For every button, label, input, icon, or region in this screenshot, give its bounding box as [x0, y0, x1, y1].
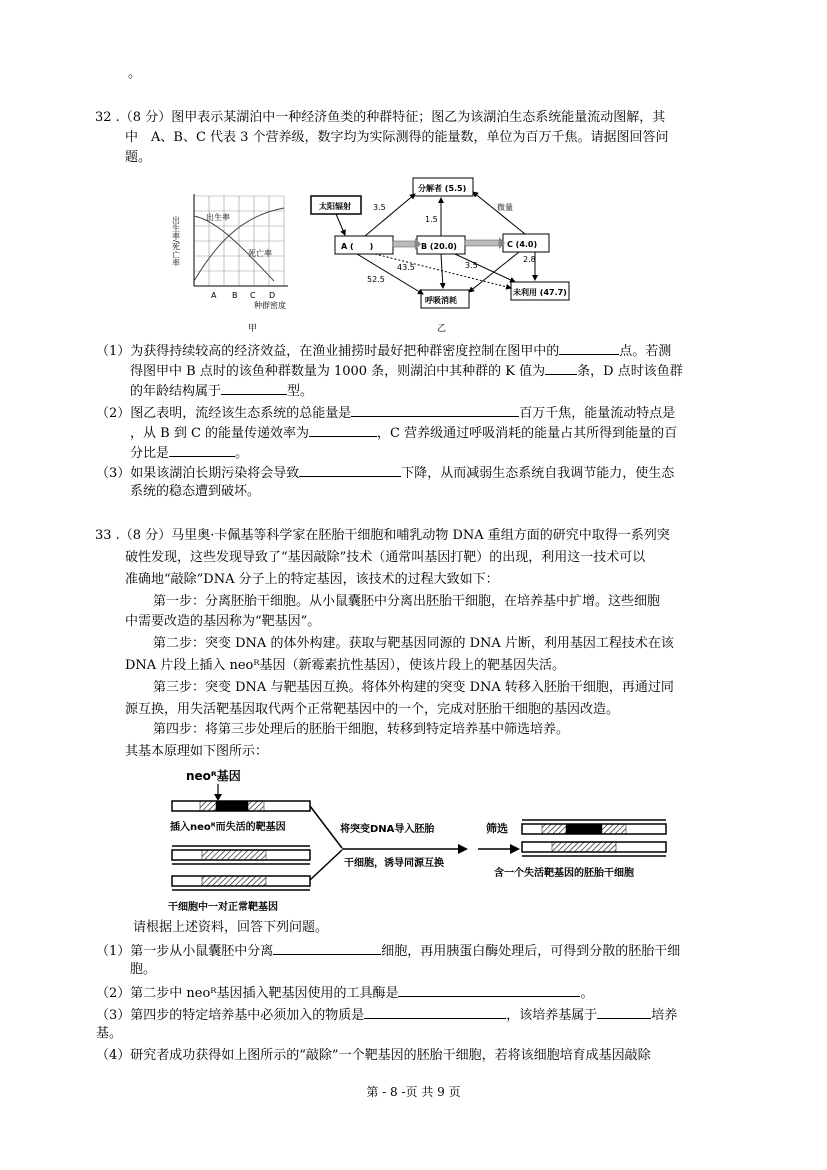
answer-blank[interactable]	[398, 982, 580, 997]
answer-blank[interactable]	[169, 442, 235, 457]
value-43-5: 43.5	[397, 263, 415, 272]
q33-prompt: 请根据上述资料，回答下列问题。	[133, 920, 329, 935]
fig-jia-tick-d: D	[269, 291, 276, 300]
label-resp: 呼吸消耗	[425, 296, 457, 305]
q32-line-3: 题。	[125, 150, 152, 165]
q33-a4: （4）研究者成功获得如上图所示的“敲除”一个靶基因的胚胎干细胞，若将该细胞培育成基因敲除	[96, 1048, 651, 1063]
neo-label: neoᴿ基因	[186, 769, 241, 783]
fig-jia-xlabel: 种群密度	[254, 301, 286, 310]
arrow-label-1: 将突变DNA导入胚胎	[340, 824, 435, 835]
fig-jia-ylabel: 出生率/死亡率	[171, 216, 181, 267]
figure-yi	[305, 172, 575, 337]
q32-s3-line-2: 系统的稳态遭到破坏。	[130, 484, 261, 499]
label-a: A ( )	[341, 242, 374, 251]
fig-jia-birth-label: 出生率	[206, 213, 230, 222]
q33-step2-a: 第二步：突变 DNA 的体外构建。获取与靶基因同源的 DNA 片断，利用基因工程技术在该	[153, 636, 674, 651]
value-3-5-a: 3.5	[373, 203, 386, 212]
screen-label: 筛选	[486, 822, 508, 835]
answer-blank[interactable]	[273, 940, 381, 955]
q33-line-3: 准确地“敲除”DNA 分子上的特定基因，该技术的过程大致如下：	[125, 572, 499, 587]
answer-blank[interactable]	[559, 340, 619, 355]
q33-a1-line-2: 胞。	[130, 962, 157, 977]
fig-jia-caption: 甲	[248, 324, 258, 334]
q33-step1-b: 中需要改造的基因称为“靶基因”。	[125, 614, 321, 629]
q32-s1-line-1: （1）为获得持续较高的经济效益，在渔业捕捞时最好把种群密度控制在图甲中的 点。若测	[96, 340, 671, 362]
label-unused: 未利用 (47.7)	[513, 288, 567, 297]
label-c: C (4.0)	[507, 240, 538, 249]
q33-step3-a: 第三步：突变 DNA 与靶基因互换。将体外构建的突变 DNA 转移入胚胎干细胞，再通过同	[153, 680, 674, 695]
q32-s2-line-3: 分比是 。	[130, 442, 248, 464]
q32-s3-line-1: （3）如果该湖泊长期污染将会导致 下降，从而减弱生态系统自我调节能力，使生态	[96, 462, 674, 484]
knockout-figure	[160, 768, 680, 914]
q33-principle: 其基本原理如下图所示：	[125, 744, 269, 759]
q32-s2-line-1: （2）图乙表明，流经该生态系统的总能量是 百万千焦，能量流动特点是	[96, 402, 675, 424]
answer-blank[interactable]	[221, 380, 287, 395]
q33-step3-b: 源互换，用失活靶基因取代两个正常靶基因中的一个，完成对胚胎干细胞的基因改造。	[125, 702, 620, 717]
q33-a1-line-1: （1）第一步从小鼠囊胚中分离 细胞，再用胰蛋白酶处理后，可得到分散的胚胎干细	[96, 940, 680, 962]
q33-a3-line-2: 基。	[96, 1026, 123, 1041]
q32-s1-line-2: 得图甲中 B 点时的该鱼种群数量为 1000 条，则湖泊中其种群的 K 值为 条，D 点时该鱼群	[130, 360, 683, 382]
fig-yi-caption: 乙	[437, 324, 447, 334]
inactive-gene-label: 插入neoᴿ而失活的靶基因	[170, 822, 286, 833]
q33-step4: 第四步：将第三步处理后的胚胎干细胞，转移到特定培养基中筛选培养。	[153, 722, 570, 737]
answer-blank[interactable]	[597, 1004, 651, 1019]
answer-blank[interactable]	[364, 1004, 506, 1019]
q33-line-1: 33 .（8 分）马里奥·卡佩基等科学家在胚胎干细胞和哺乳动物 DNA 重组方面的研究中取得一系列突	[95, 528, 670, 543]
q32-s2-line-2: ，从 B 到 C 的能量传递效率为 ，C 营养级通过呼吸消耗的能量占其所得到能量的百	[130, 422, 677, 444]
value-3-5-b: 3.5	[465, 261, 478, 270]
value-micro: 微量	[497, 203, 513, 212]
q33-a3-line-1: （3）第四步的特定培养基中必须加入的物质是 ，该培养基属于 培养	[96, 1004, 677, 1026]
figure-jia	[170, 186, 320, 336]
fig-jia-tick-c: C	[250, 291, 256, 300]
q33-step2-b: DNA 片段上插入 neoᴿ基因（新霉素抗性基因），使该片段上的靶基因失活。	[125, 658, 566, 673]
answer-blank[interactable]	[299, 462, 401, 477]
fig-jia-death-label: 死亡率	[248, 249, 272, 258]
label-b: B (20.0)	[421, 242, 457, 251]
fig-jia-tick-a: A	[211, 291, 217, 300]
result-label: 含一个失活靶基因的胚胎干细胞	[494, 868, 634, 879]
label-decomposer: 分解者 (5.5)	[418, 184, 467, 193]
fig-jia-tick-b: B	[232, 291, 238, 300]
q33-a2: （2）第二步中 neoᴿ基因插入靶基因使用的工具酶是 。	[96, 982, 593, 1004]
arrow-label-2: 干细胞，诱导同源互换	[344, 858, 444, 869]
answer-blank[interactable]	[351, 402, 519, 417]
label-sun: 太阳辐射	[319, 202, 351, 211]
continuation-mark: 。	[128, 66, 142, 81]
fig-jia-grid	[194, 196, 284, 286]
q33-step1-a: 第一步：分离胚胎干细胞。从小鼠囊胚中分离出胚胎干细胞，在培养基中扩增。这些细胞	[153, 594, 661, 609]
q32-line-2: 中 A、B、C 代表 3 个营养级，数字均为实际测得的能量数，单位为百万千焦。请据图回答问	[125, 130, 669, 145]
normal-gene-label: 干细胞中一对正常靶基因	[168, 902, 278, 913]
answer-blank[interactable]	[545, 360, 577, 375]
q33-line-2: 破性发现，这些发现导致了“基因敲除”技术（通常叫基因打靶）的出现，利用这一技术可以	[125, 550, 646, 565]
value-52-5: 52.5	[367, 275, 385, 284]
answer-blank[interactable]	[309, 422, 377, 437]
value-2-8: 2.8	[523, 255, 536, 264]
page-footer: 第 - 8 -页 共 9 页	[366, 1085, 461, 1099]
q32-s1-line-3: 的年龄结构属于 型。	[130, 380, 313, 402]
q32-line-1: 32 .（8 分）图甲表示某湖泊中一种经济鱼类的种群特征；图乙为该湖泊生态系统能量流动图解，其	[95, 110, 666, 125]
value-1-5: 1.5	[425, 215, 438, 224]
